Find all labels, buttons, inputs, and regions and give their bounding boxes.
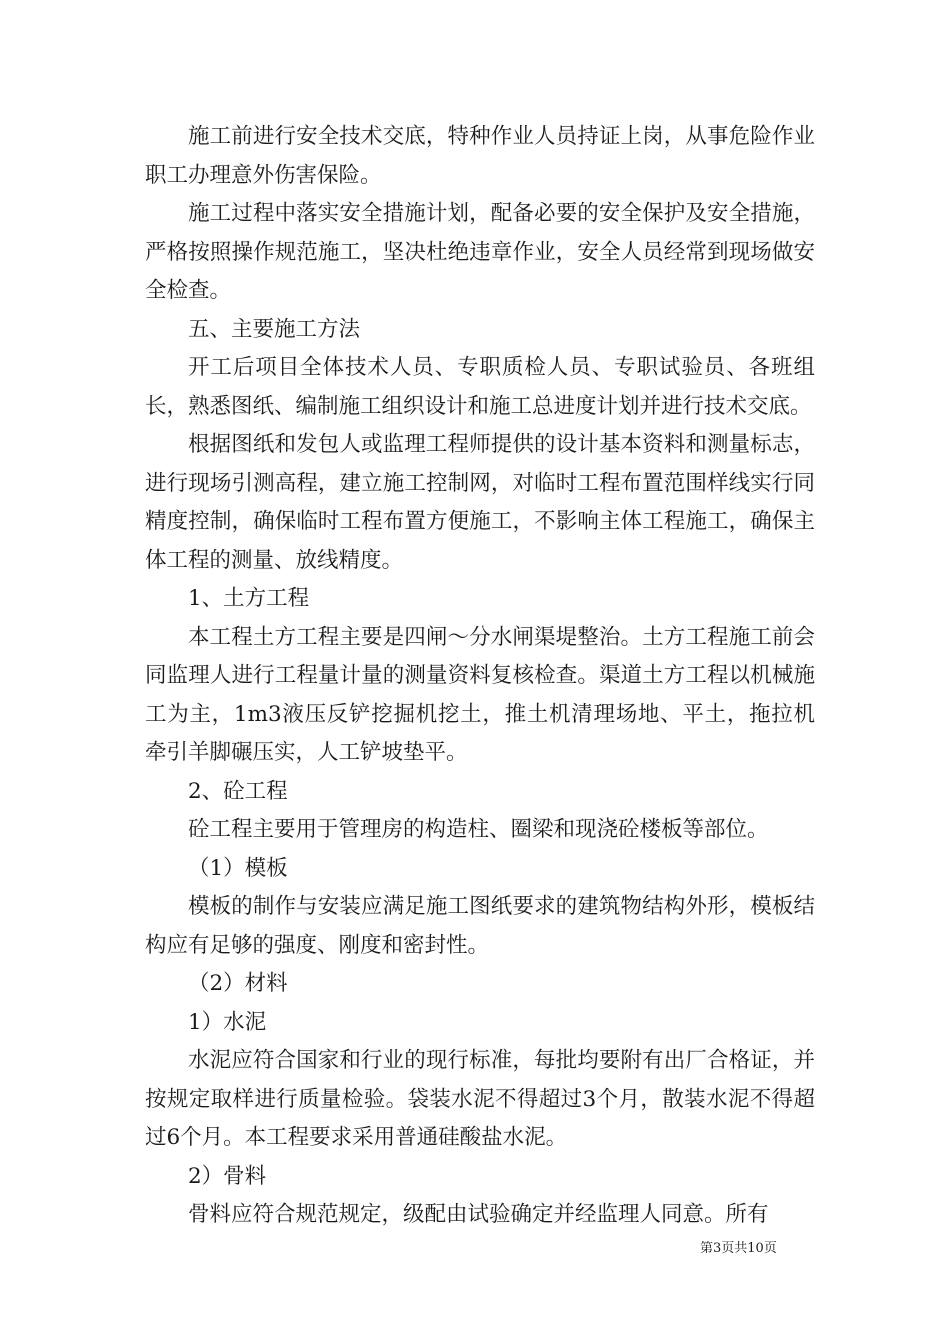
paragraph-formwork: 模板的制作与安装应满足施工图纸要求的建筑物结构外形，模板结构应有足够的强度、刚度和密封性。 bbox=[145, 894, 815, 958]
page-number-footer: 第3页共10页 bbox=[700, 1241, 777, 1256]
section-heading-construction-methods: 五、主要施工方法 bbox=[188, 316, 361, 342]
subheading-aggregate: 2）骨料 bbox=[188, 1163, 267, 1189]
paragraph-concrete: 砼工程主要用于管理房的构造柱、圈梁和现浇砼楼板等部位。 bbox=[188, 817, 769, 842]
subheading-cement: 1）水泥 bbox=[188, 1009, 267, 1035]
paragraph-technical-staff: 开工后项目全体技术人员、专职质检人员、专职试验员、各班组长，熟悉图纸、编制施工组织设计和施工总进度计划并进行技术交底。 bbox=[145, 355, 815, 419]
subheading-materials: （2）材料 bbox=[188, 971, 288, 996]
subheading-earthwork: 1、土方工程 bbox=[188, 586, 310, 611]
subheading-formwork: （1）模板 bbox=[188, 855, 288, 881]
paragraph-safety-briefing: 施工前进行安全技术交底，特种作业人员持证上岗，从事危险作业职工办理意外伤害保险。 bbox=[145, 124, 815, 188]
paragraph-safety-measures: 施工过程中落实安全措施计划，配备必要的安全保护及安全措施，严格按照操作规范施工，坚决杜绝违章作业，安全人员经常到现场做安全检查。 bbox=[145, 201, 815, 303]
paragraph-survey-control: 根据图纸和发包人或监理工程师提供的设计基本资料和测量标志，进行现场引测高程，建立施工控制网，对临时工程布置范围样线实行同精度控制，确保临时工程布置方便施工，不影响主体工程施工，确保主体工程的测量、放线精度。 bbox=[145, 432, 815, 573]
paragraph-aggregate: 骨料应符合规范规定，级配由试验确定并经监理人同意。所有 bbox=[188, 1202, 769, 1227]
subheading-concrete: 2、砼工程 bbox=[188, 778, 288, 804]
document-body bbox=[145, 118, 815, 1235]
paragraph-cement: 水泥应符合国家和行业的现行标准，每批均要附有出厂合格证，并按规定取样进行质量检验。袋装水泥不得超过3个月，散装水泥不得超过6个月。本工程要求采用普通硅酸盐水泥。 bbox=[145, 1048, 815, 1150]
paragraph-earthwork: 本工程土方工程主要是四闸～分水闸渠堤整治。土方工程施工前会同监理人进行工程量计量的测量资料复核检查。渠道土方工程以机械施工为主，1m3液压反铲挖掘机挖土，推土机清理场地、平土，拖拉机牵引羊脚碾压实，人工铲坡垫平。 bbox=[145, 624, 815, 765]
